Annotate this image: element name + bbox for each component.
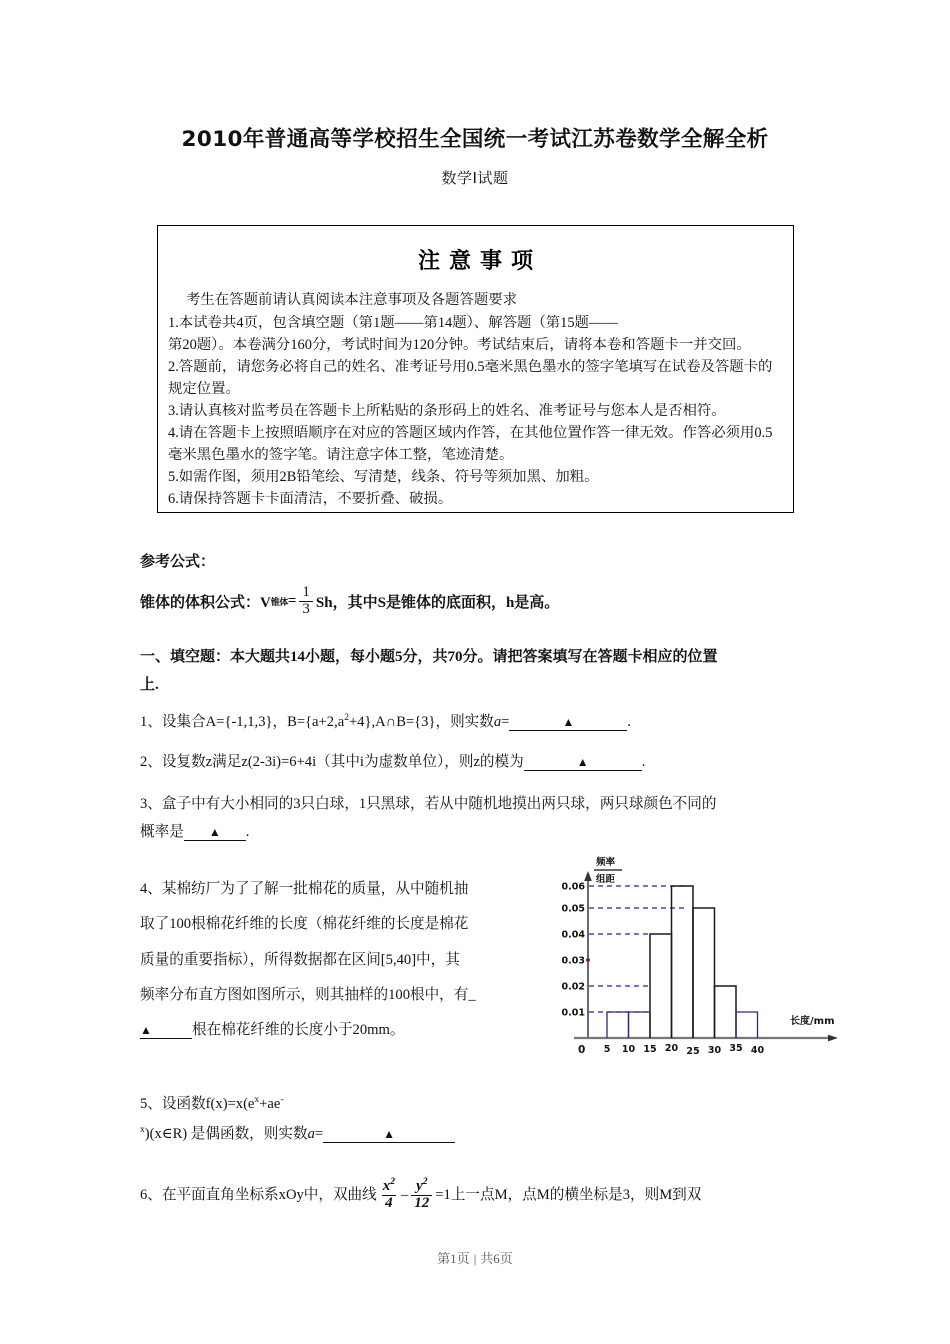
notice-item-1-line-2: 第20题）。本卷满分160分，考试时间为120分钟。考试结束后，请将本卷和答题卡一并交回。 [168,337,751,354]
xtick-20: 20 [664,1043,679,1054]
page-title: 2010年普通高等学校招生全国统一考试江苏卷数学全解全析 [181,127,769,152]
notice-item-1-line-1: 1.本试卷共4页，包含填空题（第1题——第14题）、解答题（第15题—— [168,315,618,332]
notice-item-2-line-1: 2.答题前，请您务必将自己的姓名、准考证号用0.5毫米黑色墨水的签字笔填写在试卷及答题卡的 [168,359,773,376]
bar-25-30 [693,908,715,1038]
formula-sh: Sh， [315,594,348,611]
section-one-line-2: 上. [140,676,159,693]
q4-line-5-tail: 根在棉花纤维的长度小于20mm。 [192,1022,405,1039]
notice-item-6: 6.请保持答题卡卡面清洁，不要折叠、破损。 [168,490,453,507]
q4-answer-blank[interactable] [140,1022,192,1039]
triangle-marker-icon: ▲ [562,715,575,729]
formula-subscript: 锥体 [270,596,288,607]
triangle-marker-icon: ▲ [576,755,589,769]
page-footer [0,1248,950,1267]
xtick-10: 10 [621,1044,636,1055]
xtick-35: 35 [729,1043,743,1054]
ytick-0.04: 0.04 [561,929,585,941]
q3-line-2-text: 概率是 [140,824,184,841]
q6-frac2-denominator: 12 [411,1195,432,1212]
q6-frac1-denominator: 4 [382,1195,396,1212]
xtick-5: 5 [603,1044,611,1055]
fraction-numerator: 1 [302,584,310,600]
cone-volume-formula [140,585,812,618]
y-axis-label-denominator: 组距 [596,874,616,885]
ytick-0.05: 0.05 [561,903,585,915]
bar-35-40 [736,1012,758,1038]
q5-line-2-mid: )(x∈R) 是偶函数，则实数 [144,1126,308,1143]
reference-label: 参考公式： [140,554,216,570]
footer-current-page: 第1页 [437,1251,470,1266]
y-axis-label-numerator: 频率 [596,857,616,868]
q6-minus-sign: – [401,1186,409,1203]
reference-formula-section [140,550,812,571]
q4-line-1: 4、某棉纺厂为了了解一批棉花的质量，从中随机抽 [140,881,469,897]
origin-label: 0 [578,1044,586,1056]
q1-variable: a [493,714,502,730]
q4-line-3: 质量的重要指标），所得数据都在区间[5,40]中，其 [140,951,460,968]
y-tick-dot-0.03 [586,958,590,962]
q6-frac2-numerator: $y^2$ [416,1177,428,1194]
q3-answer-blank[interactable] [184,824,246,841]
histogram-bars [607,886,758,1038]
q6-text-pre: 6、在平面直角坐标系xOy中，双曲线 [140,1186,377,1203]
notice-item-5: 5.如需作图，须用2B铅笔绘、写清楚，线条、符号等须加黑、加粗。 [168,468,599,485]
section-one-line-1: 一、填空题：本大题共14小题，每小题5分，共70分。请把答案填写在答题卡相应的位置 [140,649,718,665]
q2-answer-blank[interactable] [524,754,642,771]
triangle-marker-icon: ▲ [208,825,221,840]
q5-equals: = [314,1126,324,1143]
q2-text: 2、设复数z满足z(2-3i)=6+4i（其中i为虚数单位），则z的模为 [140,754,524,770]
q6-fraction-x2-over-4 [380,1178,398,1212]
q5-exponent-x: x [254,1095,260,1106]
q1-superscript: 2 [344,713,349,724]
q6-fraction-y2-over-12 [411,1178,432,1212]
q5-line-2-exponent: x [140,1125,145,1136]
footer-total-pages: 共6页 [480,1251,513,1266]
q4-line-4: 频率分布直方图如图所示，则其抽样的100根中，有_ [140,986,476,1003]
frequency-histogram-chart [556,852,846,1067]
x-tick-labels [604,1043,765,1057]
q6-text-post: =1上一点M，点M的横坐标是3，则M到双 [435,1186,702,1203]
xtick-25: 25 [686,1046,700,1057]
bar-30-35 [715,986,737,1038]
x-axis-label: 长度/mm [790,1016,835,1027]
q6-frac1-numerator: $x^2$ [382,1177,395,1194]
ytick-0.02: 0.02 [561,981,585,993]
bar-15-20 [650,934,672,1038]
xtick-15: 15 [643,1044,657,1055]
xtick-40: 40 [750,1045,765,1056]
q5-exponent-minus: - [280,1095,284,1106]
question-6 [140,1178,812,1212]
bar-20-25 [672,886,694,1038]
histogram-svg [556,852,846,1067]
ytick-0.01: 0.01 [561,1007,585,1019]
ytick-0.03: 0.03 [561,955,585,967]
y-axis-label [594,856,622,885]
notice-item-4-line-1: 4.请在答题卡上按照晤顺序在对应的答题区域内作答，在其他位置作答一律无效。作答必须用0.5 [168,424,773,441]
question-1 [140,708,812,736]
q1-text-b: +4},A∩B={3}，则实数 [348,714,494,730]
notice-box [157,225,794,513]
question-4 [140,872,545,1049]
bar-5-10 [607,1012,629,1038]
formula-equals: = [287,592,297,609]
notice-lead-text: 考生在答题前请认真阅读本注意事项及各题答题要求 [186,292,517,308]
y-axis-arrow-icon [584,871,592,881]
guide-lines [589,886,684,1012]
bar-10-15 [629,1012,651,1038]
q3-line-1: 3、盒子中有大小相同的3只白球，1只黑球，若从中随机地摸出两只球，两只球颜色不同的 [140,796,717,812]
triangle-marker-icon: ▲ [383,1127,396,1142]
ytick-0.06: 0.06 [561,881,585,893]
xtick-30: 30 [707,1045,722,1056]
x-axis-arrow-icon [828,1035,838,1042]
q5-answer-blank[interactable] [323,1126,455,1143]
q1-period: . [627,714,632,730]
q5-line-1-pre: 5、设函数f(x)=x(e [140,1096,255,1112]
q5-line-1-mid: +ae [259,1096,281,1112]
notice-item-list [158,310,793,510]
y-tick-labels [562,882,586,1019]
q1-text-a: 1、设集合A={-1,1,3}，B={a+2,a [140,714,345,730]
question-2 [140,748,812,776]
page-subtitle: 数学Ⅰ试题 [441,170,509,187]
formula-tail: 其中S是锥体的底面积，h是高。 [347,594,560,611]
section-one-heading [140,644,812,700]
question-5 [140,1090,812,1152]
footer-separator: | [473,1251,477,1266]
notice-heading: 注意事项 [417,248,542,274]
q3-period: . [245,824,250,841]
question-3 [140,790,812,847]
q1-equals: = [501,714,510,730]
q5-variable: a [307,1126,315,1143]
notice-item-3: 3.请认真核对监考员在答题卡上所粘贴的条形码上的姓名、准考证号与您本人是否相符。 [168,403,726,419]
notice-item-4-line-2: 毫米黑色墨水的签字笔。请注意字体工整，笔迹清楚。 [168,446,514,463]
triangle-marker-icon: ▲ [140,1023,152,1038]
q4-line-2: 取了100根棉花纤维的长度（棉花纤维的长度是棉花 [140,916,469,933]
notice-item-2-line-2: 规定位置。 [168,381,240,398]
q2-period: . [641,754,646,770]
fraction-one-third [299,585,313,618]
formula-prefix: 锥体的体积公式：V [140,594,271,611]
q1-answer-blank[interactable] [509,714,627,731]
fraction-denominator: 3 [299,601,313,618]
